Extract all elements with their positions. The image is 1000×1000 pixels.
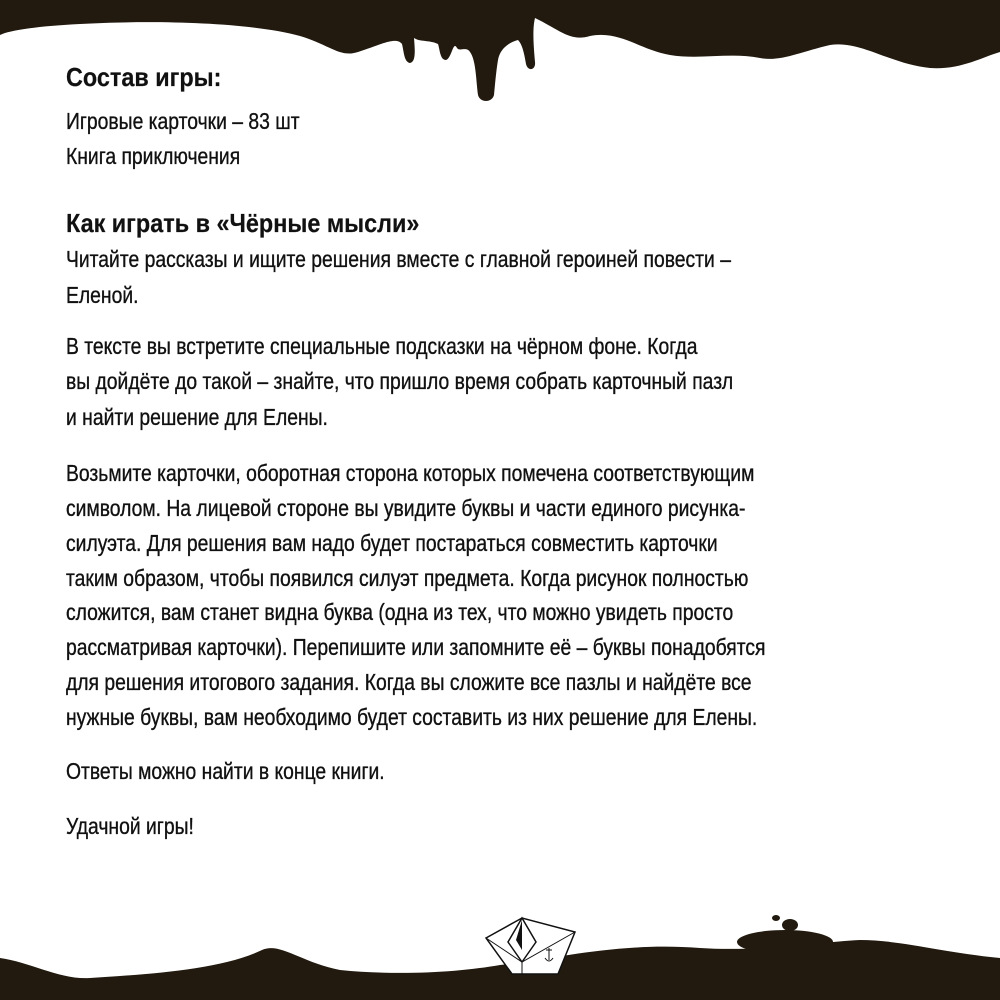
composition-item: Книга приключения [66,143,241,169]
ink-puddle [737,930,833,954]
paragraph-line: Читайте рассказы и ищите решения вместе с главной героиней повести – [66,246,731,272]
paragraph-line: таким образом, чтобы появился силуэт предмета. Когда рисунок полностью [66,565,749,591]
paragraph-line: В тексте вы встретите специальные подсказки на чёрном фоне. Когда [66,333,698,359]
paragraph-line: и найти решение для Елены. [66,404,328,430]
paragraph-line: для решения итогового задания. Когда вы сложите все пазлы и найдёте все [66,669,752,695]
paragraph-line: символом. На лицевой стороне вы увидите буквы и части единого рисунка- [66,495,746,521]
composition-heading: Состав игры: [66,62,222,92]
paragraph-line: Еленой. [66,282,139,308]
paragraph-line: сложится, вам станет видна буква (одна из тех, что можно увидеть просто [66,599,734,625]
paragraph-line: Возьмите карточки, оборотная сторона которых помечена соответствующим [66,460,755,486]
composition-item: Игровые карточки – 83 шт [66,108,300,134]
ink-drips-top [0,0,1000,110]
how-to-play-heading: Как играть в «Чёрные мысли» [66,208,420,238]
paragraph-line: Ответы можно найти в конце книги. [66,758,385,784]
paragraph-line: силуэта. Для решения вам надо будет постараться совместить карточки [66,530,718,556]
paragraph-line: нужные буквы, вам необходимо будет составить из них решение для Елены. [66,704,758,730]
paragraph-line: вы дойдёте до такой – знайте, что пришло время собрать карточный пазл [66,368,734,394]
ink-waves-bottom [0,880,1000,1000]
paragraph-line: Удачной игры! [66,813,194,839]
paragraph-line: рассматривая карточки). Перепишите или запомните её – буквы понадобятся [66,634,766,660]
